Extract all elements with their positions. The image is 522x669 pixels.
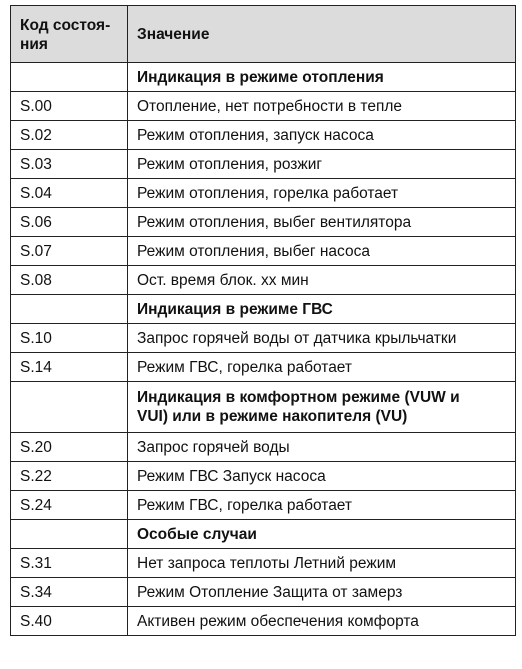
table-body bbox=[11, 63, 516, 636]
status-code: S.24 bbox=[11, 491, 128, 520]
table-row bbox=[11, 462, 516, 491]
status-value: Режим Отопление Защита от замерз bbox=[128, 578, 516, 607]
section-code-empty bbox=[11, 295, 128, 324]
table-row bbox=[11, 179, 516, 208]
status-value: Режим отопления, запуск насоса bbox=[128, 121, 516, 150]
table-row bbox=[11, 266, 516, 295]
section-row-special bbox=[11, 520, 516, 549]
status-code: S.02 bbox=[11, 121, 128, 150]
status-value: Режим отопления, выбег насоса bbox=[128, 237, 516, 266]
table-header bbox=[11, 6, 516, 63]
status-value: Запрос горячей воды от датчика крыльчатки bbox=[128, 324, 516, 353]
status-value: Режим отопления, горелка работает bbox=[128, 179, 516, 208]
section-title: Особые случаи bbox=[128, 520, 516, 549]
table-row bbox=[11, 549, 516, 578]
table-row bbox=[11, 433, 516, 462]
status-value: Режим отопления, розжиг bbox=[128, 150, 516, 179]
header-code-line1: Код состоя- bbox=[20, 17, 111, 34]
table-row bbox=[11, 491, 516, 520]
status-code: S.20 bbox=[11, 433, 128, 462]
status-code: S.10 bbox=[11, 324, 128, 353]
section-row-heating bbox=[11, 63, 516, 92]
section-row-comfort bbox=[11, 382, 516, 433]
status-value: Запрос горячей воды bbox=[128, 433, 516, 462]
table-row bbox=[11, 607, 516, 636]
status-value: Ост. время блок. xx мин bbox=[128, 266, 516, 295]
table-row bbox=[11, 237, 516, 266]
status-value: Режим ГВС, горелка работает bbox=[128, 353, 516, 382]
status-code: S.34 bbox=[11, 578, 128, 607]
section-code-empty bbox=[11, 382, 128, 433]
status-value: Режим ГВС Запуск насоса bbox=[128, 462, 516, 491]
status-value: Активен режим обеспечения комфорта bbox=[128, 607, 516, 636]
section-row-dhw bbox=[11, 295, 516, 324]
table-row bbox=[11, 324, 516, 353]
status-code: S.40 bbox=[11, 607, 128, 636]
section-title-line2: VUI) или в режиме накопителя (VU) bbox=[137, 408, 408, 425]
header-value: Значение bbox=[128, 6, 516, 63]
section-code-empty bbox=[11, 63, 128, 92]
section-title bbox=[128, 382, 516, 433]
status-code: S.31 bbox=[11, 549, 128, 578]
table-row bbox=[11, 92, 516, 121]
table-row bbox=[11, 208, 516, 237]
status-code: S.03 bbox=[11, 150, 128, 179]
header-code-line2: ния bbox=[20, 36, 48, 53]
status-code: S.06 bbox=[11, 208, 128, 237]
status-code: S.22 bbox=[11, 462, 128, 491]
header-code bbox=[11, 6, 128, 63]
status-codes-table bbox=[10, 5, 516, 636]
table-row bbox=[11, 353, 516, 382]
section-title: Индикация в режиме отопления bbox=[128, 63, 516, 92]
status-code: S.00 bbox=[11, 92, 128, 121]
status-code: S.08 bbox=[11, 266, 128, 295]
section-code-empty bbox=[11, 520, 128, 549]
status-code: S.07 bbox=[11, 237, 128, 266]
status-value: Режим отопления, выбег вентилятора bbox=[128, 208, 516, 237]
status-value: Отопление, нет потребности в тепле bbox=[128, 92, 516, 121]
status-code: S.14 bbox=[11, 353, 128, 382]
status-code: S.04 bbox=[11, 179, 128, 208]
table-row bbox=[11, 150, 516, 179]
header-row bbox=[11, 6, 516, 63]
status-value: Нет запроса теплоты Летний режим bbox=[128, 549, 516, 578]
table-row bbox=[11, 121, 516, 150]
section-title: Индикация в режиме ГВС bbox=[128, 295, 516, 324]
section-title-line1: Индикация в комфортном режиме (VUW и bbox=[137, 389, 460, 406]
status-value: Режим ГВС, горелка работает bbox=[128, 491, 516, 520]
table-row bbox=[11, 578, 516, 607]
